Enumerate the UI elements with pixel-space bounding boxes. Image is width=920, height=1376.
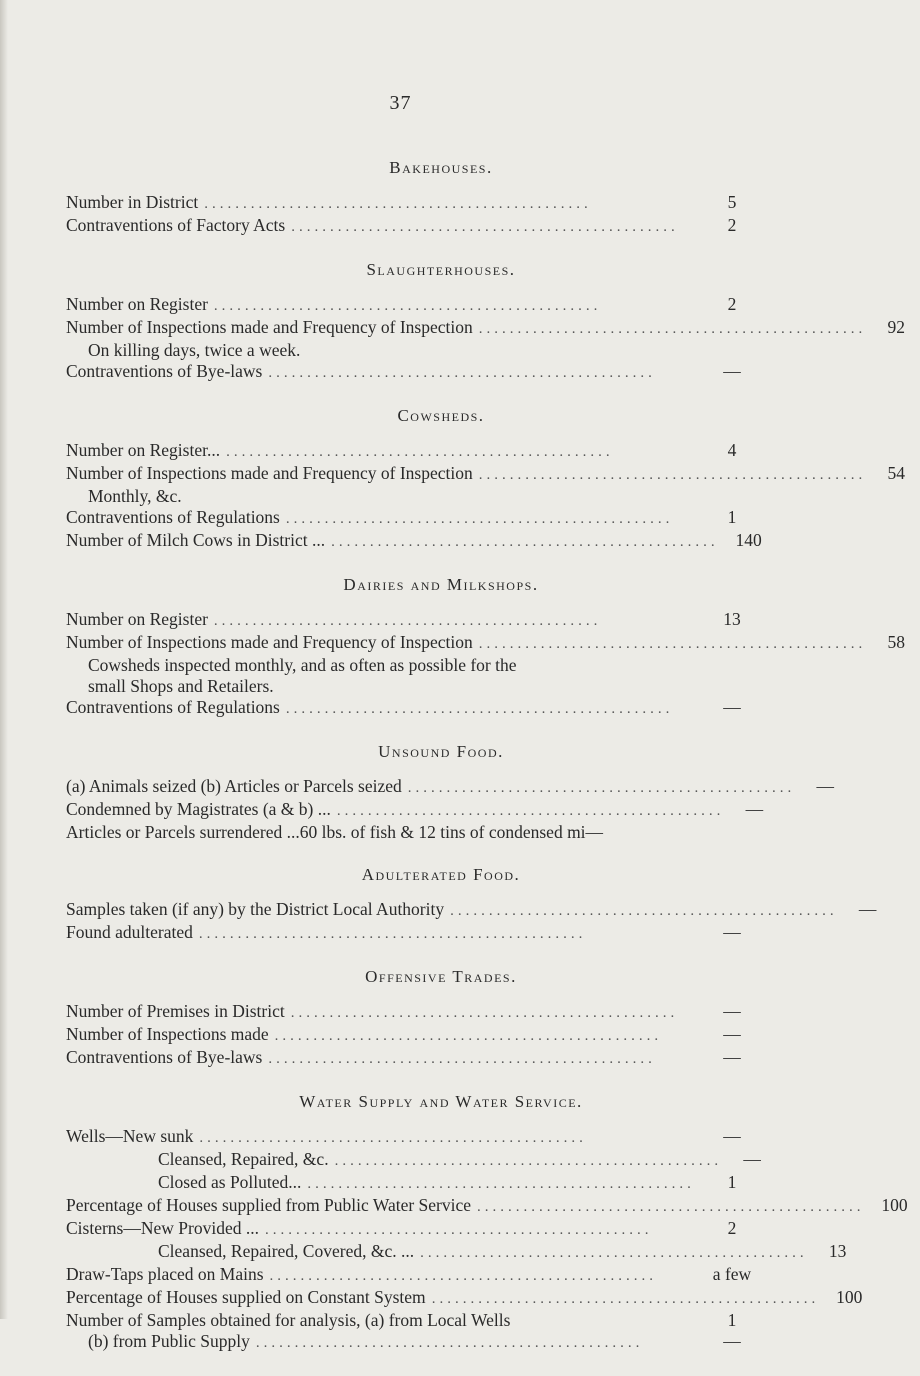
table-row <box>66 632 906 655</box>
row-label: Wells—New sunk <box>66 1126 194 1146</box>
row-label: (a) Animals seized (b) Articles or Parcels seized <box>66 776 402 796</box>
section-slaughterhouses <box>66 260 906 384</box>
leader-dots: .................................................. <box>274 1028 663 1044</box>
leader-dots: .................................................. <box>331 534 719 550</box>
row-label: Number of Inspections made and Frequency of Inspection <box>66 632 473 652</box>
table-row <box>66 1001 756 1024</box>
row-value: — <box>723 1126 741 1146</box>
table-row <box>66 507 756 530</box>
row-value: 4 <box>727 440 737 460</box>
row-label: Number in District <box>66 192 199 212</box>
row-value: a few <box>712 1264 752 1284</box>
row-label: Percentage of Houses supplied from Public Water Service <box>66 1195 472 1215</box>
table-row <box>66 361 756 384</box>
row-label: Number on Register <box>66 294 208 314</box>
row-value: 54 <box>887 463 906 483</box>
section-heading: Dairies and Milkshops. <box>343 575 539 594</box>
table-row <box>66 609 756 632</box>
section-heading: Slaughterhouses. <box>366 260 516 279</box>
table-row <box>66 1310 756 1331</box>
row-value: 1 <box>727 507 737 527</box>
row-label: Contraventions of Bye-laws <box>66 1047 263 1067</box>
leader-dots: .................................................. <box>431 1291 820 1307</box>
leader-dots: .................................................. <box>478 467 867 483</box>
leader-dots: .................................................. <box>290 1005 679 1021</box>
table-row <box>66 1331 756 1354</box>
row-note: Cowsheds inspected monthly, and as often as possible for the <box>88 655 517 675</box>
row-value: 5 <box>727 192 737 212</box>
row-label: Found adulterated <box>66 922 193 942</box>
table-row <box>66 1287 863 1310</box>
table-row <box>66 1264 756 1287</box>
table-row <box>66 1195 908 1218</box>
section-heading: Bakehouses. <box>389 158 493 177</box>
row-label: Number of Premises in District <box>66 1001 285 1021</box>
row-value: 2 <box>727 294 737 314</box>
table-row <box>66 317 906 340</box>
row-value: — <box>723 1024 741 1044</box>
table-row <box>66 822 756 843</box>
leader-dots: .................................................. <box>198 926 587 942</box>
row-label: Number of Milch Cows in District ... <box>66 530 326 550</box>
leader-dots: .................................................. <box>450 903 838 919</box>
row-label: Cisterns—New Provided ... <box>66 1218 259 1238</box>
table-row <box>66 530 762 553</box>
leader-dots: .................................................. <box>264 1222 653 1238</box>
table-row <box>66 922 756 945</box>
row-value: 140 <box>735 530 762 550</box>
section-heading: Offensive Trades. <box>365 967 517 986</box>
row-value: 92 <box>887 317 906 337</box>
row-value: 100 <box>881 1195 908 1215</box>
leader-dots: .................................................. <box>334 1153 723 1169</box>
table-row <box>66 215 756 238</box>
row-label: Number on Register... <box>66 440 221 460</box>
table-row <box>66 1218 756 1241</box>
row-value: — <box>723 697 741 717</box>
section-adulterated-food <box>66 865 877 945</box>
leader-dots: .................................................. <box>478 321 867 337</box>
table-row <box>66 899 877 922</box>
leader-dots: .................................................. <box>255 1335 644 1351</box>
row-value: — <box>743 1149 761 1169</box>
row-value: — <box>723 922 741 942</box>
row-value: 1 <box>727 1310 737 1330</box>
leader-dots: .................................................. <box>477 1199 865 1215</box>
row-value: 13 <box>828 1241 847 1261</box>
table-row <box>66 799 764 822</box>
leader-dots: .................................................. <box>269 1268 658 1284</box>
leader-dots: .................................................. <box>226 444 614 460</box>
page-number: 37 <box>389 92 412 114</box>
section-dairies-and-milkshops <box>66 575 906 720</box>
row-label: Articles or Parcels surrendered ...60 lbs. of fish & 12 tins of condensed mi— <box>66 822 604 842</box>
section-heading: Water Supply and Water Service. <box>299 1092 583 1111</box>
table-row <box>66 1241 847 1264</box>
table-row <box>66 1172 756 1195</box>
row-label: (b) from Public Supply <box>88 1331 250 1351</box>
row-value: — <box>816 776 835 796</box>
leader-dots: .................................................. <box>478 636 867 652</box>
table-row <box>66 192 756 215</box>
table-row <box>66 1149 761 1172</box>
leader-dots: .................................................. <box>213 613 602 629</box>
section-unsound-food <box>66 742 835 843</box>
leader-dots: .................................................. <box>285 701 674 717</box>
row-label: Contraventions of Bye-laws <box>66 361 263 381</box>
section-cowsheds <box>66 406 906 553</box>
table-row <box>66 1047 756 1070</box>
leader-dots: .................................................. <box>268 1051 656 1067</box>
row-value: — <box>723 1001 741 1021</box>
row-value: — <box>858 899 877 919</box>
leader-dots: .................................................. <box>336 803 725 819</box>
row-label: Number of Inspections made and Frequency of Inspection <box>66 463 473 483</box>
section-bakehouses <box>66 158 756 238</box>
row-note: On killing days, twice a week. <box>88 340 301 360</box>
row-note: small Shops and Retailers. <box>88 676 274 696</box>
section-heading: Unsound Food. <box>378 742 504 761</box>
row-label: Number of Samples obtained for analysis, (a) from Local Wells <box>66 1310 511 1330</box>
row-value: — <box>723 1047 741 1067</box>
leader-dots: .................................................. <box>268 365 656 381</box>
row-value: — <box>723 361 741 381</box>
leader-dots: .................................................. <box>407 780 796 796</box>
row-label: Number on Register <box>66 609 208 629</box>
row-value: 2 <box>727 215 737 235</box>
row-label: Samples taken (if any) by the District Local Authority <box>66 899 445 919</box>
leader-dots: .................................................. <box>307 1176 695 1192</box>
row-value: — <box>723 1331 741 1351</box>
leader-dots: .................................................. <box>199 1130 587 1146</box>
row-label: Closed as Polluted... <box>158 1172 302 1192</box>
document-body <box>66 158 908 1376</box>
row-value: 13 <box>723 609 741 629</box>
row-label: Cleansed, Repaired, Covered, &c. ... <box>158 1241 415 1261</box>
section-heading: Adulterated Food. <box>361 865 521 884</box>
row-value: 100 <box>836 1287 863 1307</box>
leader-dots: .................................................. <box>213 298 602 314</box>
row-value: 2 <box>727 1218 737 1238</box>
row-label: Percentage of Houses supplied on Constant System <box>66 1287 426 1307</box>
row-label: Condemned by Magistrates (a & b) ... <box>66 799 331 819</box>
table-row <box>66 463 906 486</box>
leader-dots: .................................................. <box>420 1245 808 1261</box>
page-edge-shadow <box>0 0 8 1319</box>
table-row <box>66 776 835 799</box>
row-label: Number of Inspections made <box>66 1024 269 1044</box>
leader-dots: .................................................. <box>285 511 674 527</box>
row-label: Contraventions of Regulations <box>66 507 280 527</box>
row-value: — <box>745 799 764 819</box>
leader-dots: .................................................. <box>204 196 592 212</box>
row-label: Contraventions of Factory Acts <box>66 215 286 235</box>
section-heading: Cowsheds. <box>397 406 485 425</box>
row-note: Monthly, &c. <box>88 486 182 506</box>
row-label: Number of Inspections made and Frequency of Inspection <box>66 317 473 337</box>
table-row <box>66 440 756 463</box>
table-row <box>66 1126 756 1149</box>
leader-dots: .................................................. <box>291 219 679 235</box>
row-value: 1 <box>727 1172 737 1192</box>
section-water-supply <box>66 1092 908 1354</box>
row-label: Cleansed, Repaired, &c. <box>158 1149 329 1169</box>
table-row <box>66 697 756 720</box>
section-offensive-trades <box>66 967 756 1070</box>
table-row <box>66 1024 756 1047</box>
table-row <box>66 294 756 317</box>
row-label: Draw-Taps placed on Mains <box>66 1264 264 1284</box>
row-label: Contraventions of Regulations <box>66 697 280 717</box>
row-value: 58 <box>887 632 906 652</box>
